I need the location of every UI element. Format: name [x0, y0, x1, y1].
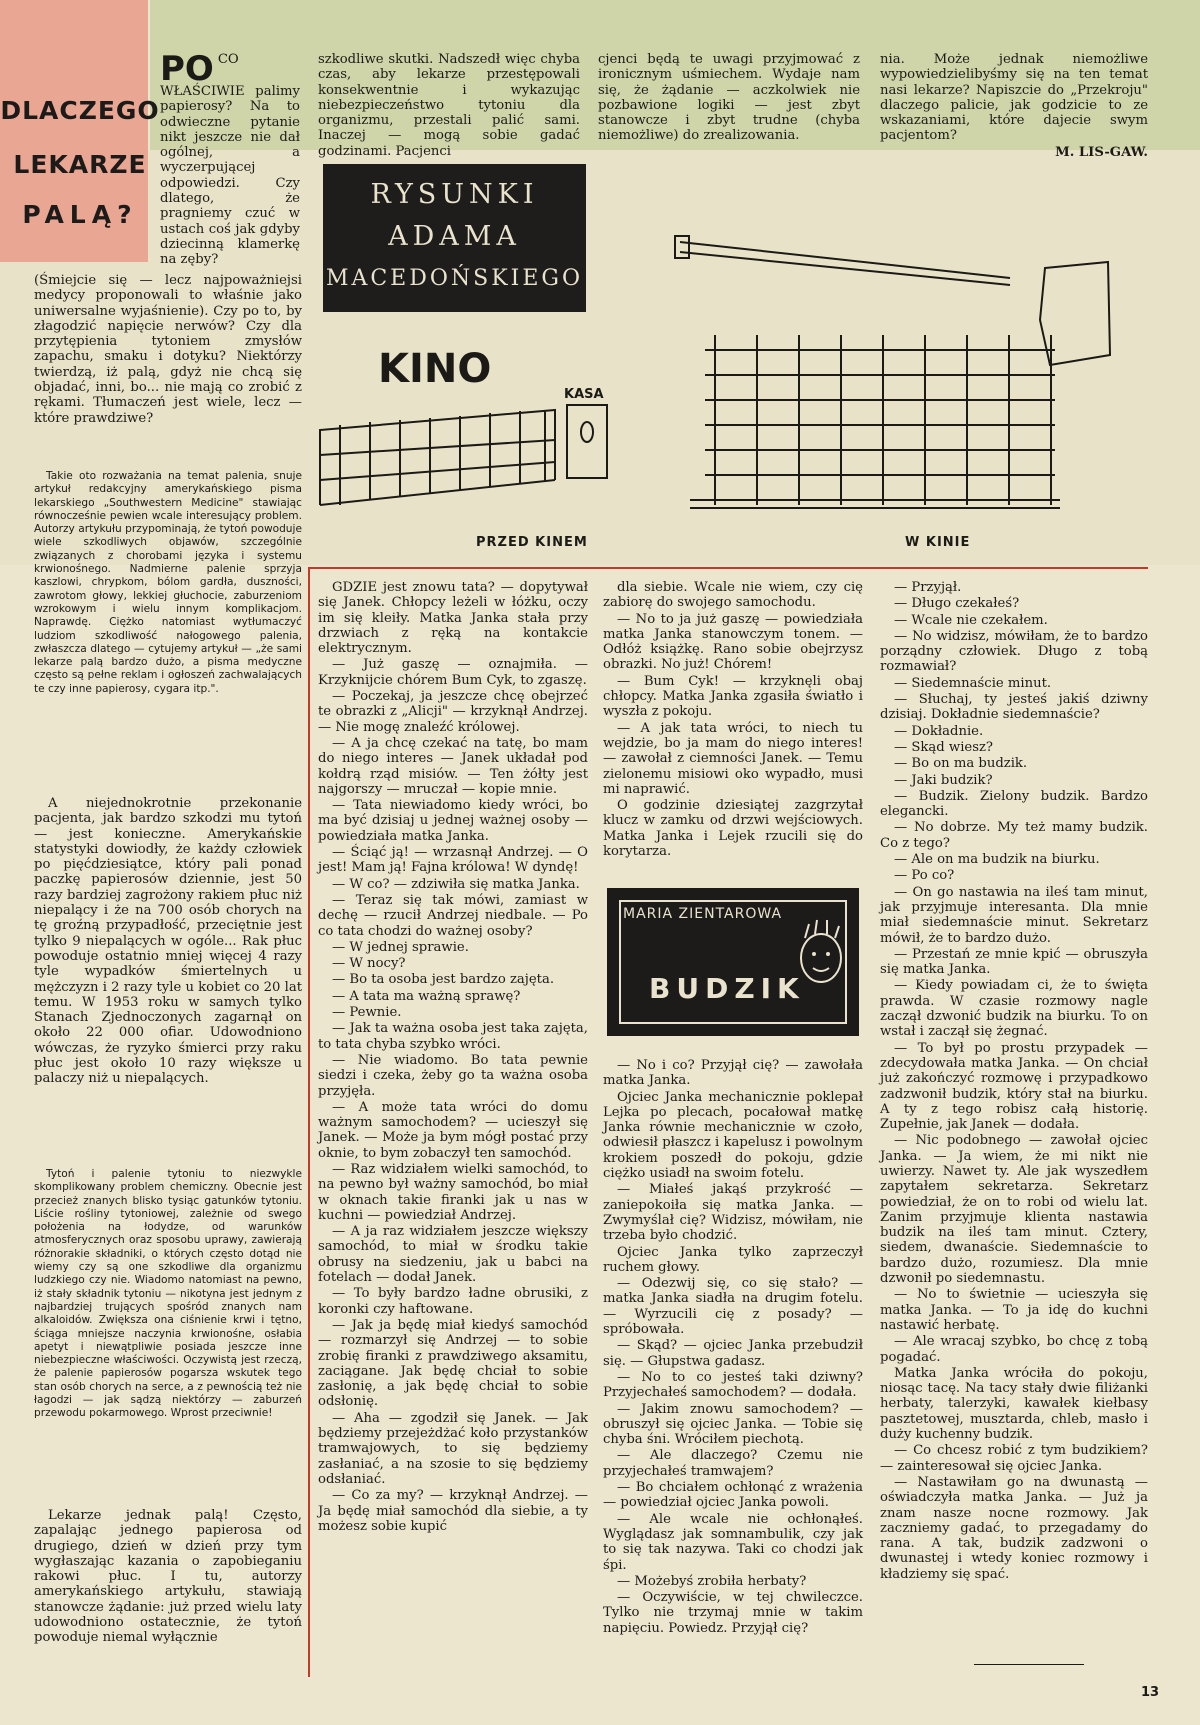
article1-intro-text: CO WŁAŚCIWIE palimy papierosy? Na to odwieczne pytanie nikt jeszcze nie dał ogólnej, a wyczerpującej odpowiedzi. Czy dlatego, że pragniemy czuć w ustach coś jak gdyby dziecinną klamerkę na zęby?: [160, 52, 300, 268]
story-paragraph: — Budzik. Zielony budzik. Bardzo elegancki.: [880, 788, 1148, 820]
story-col2: [318, 580, 588, 1535]
article1-col1-main: [34, 796, 302, 1088]
article1-intro-rest: (Śmiejcie się — lecz najpoważniejsi medycy proponowali to właśnie jako uniwersalne wyjaśnienie). Czy po to, by złagodzić napięcie nerwów? Czy dla przytępienia tytoniem zmysłów zapachu, smaku i dotyku? Niektórzy twierdzą, iż palą, gdyż nie chcą się objadać, inni, bo... nie mają co zrobić z rękami. Tłumaczeń jest wiele, lecz — które prawdziwe?: [34, 273, 302, 426]
story-paragraph: — Ale dlaczego? Czemu nie przyjechałeś tramwajem?: [603, 1448, 863, 1479]
article1-small-text: Takie oto rozważania na temat palenia, snuje artykuł redakcyjny amerykańskiego pisma lekarskiego „Southwestern Medicine" stawiając równocześnie pewien wcale interesujący problem. Autorzy artykułu przypominają, że tytoń powoduje wiele szkodliwych objawów, szczególnie związanych z chorobami języka i systemu krwionośnego. Nadmierne palenie sprzyja kaszlowi, chrypkom, bólom gardła, duszności, zawrotom głowy, lekkiej głuchocie, zaburzeniom wzrokowym i wielu innym komplikacjom. Naprawdę. Ciężko natomiast wytłumaczyć ludziom szkodliwość nałogowego palenia, zwłaszcza dlatego — cytujemy artykuł — „że sami lekarze palą bardzo dużo, a pisma medyczne często są pełne reklam i ogłoszeń zachwalających te czy inne papierosy, cygara itp.".: [34, 470, 302, 695]
story-paragraph: — Bo ta osoba jest bardzo zajęta.: [332, 972, 555, 988]
banner-line-1: RYSUNKI: [370, 179, 539, 210]
dropcap: PO: [160, 49, 214, 89]
story-author: MARIA ZIENTAROWA: [623, 906, 783, 922]
story-paragraph: — No widzisz, mówiłam, że to bardzo porządny człowiek. Długo z tobą rozmawiał?: [880, 628, 1148, 675]
story-frame-top: [308, 567, 1148, 569]
story-paragraph: — Nie wiadomo. Bo tata pewnie siedzi i czeka, żeby go ta ważna osoba przyjęła.: [318, 1052, 588, 1099]
story-paragraph: — Kiedy powiadam ci, że to święta prawda. W czasie rozmowy nagle zaczął dzwonić budzik na biurku. To on wstał i zaczął się żegnać.: [880, 978, 1148, 1040]
story-paragraph: — Bo chciałem ochłonąć z wrażenia — powiedział ojciec Janka powoli.: [603, 1480, 863, 1511]
story-paragraph: — Bum Cyk! — krzyknęli obaj chłopcy. Matka Janka zgasiła światło i wyszła z pokoju.: [603, 673, 863, 720]
story-paragraph: — Poczekaj, ja jeszcze chcę obejrzeć te obrazki z „Alicji" — krzyknął Andrzej. — Nie mogę znaleźć królowej.: [318, 689, 588, 735]
story-paragraph: — To był po prostu przypadek — zdecydowała matka Janka. — On chciał już zakończyć rozmowę i przypadkowo zadzwonił budzik, który stał na biurku. A ty z tego robisz całą historię. Zupełnie, jak Janek — dodała.: [880, 1040, 1148, 1133]
story-paragraph: — A ja chcę czekać na tatę, bo mam do niego interes — Janek układał pod kołdrą rząd misiów. — Ten żółty jest najgorszy — mruczał — kopie mnie.: [318, 735, 588, 797]
end-rule: [974, 1664, 1084, 1665]
story-paragraph: Ojciec Janka tylko zaprzeczył ruchem głowy.: [603, 1244, 863, 1275]
story-paragraph: — No to co jesteś taki dziwny? Przyjechałeś samochodem? — dodała.: [603, 1369, 863, 1401]
article1-statistics: A niejednokrotnie przekonanie pacjenta, jak bardzo szkodzi mu tytoń — jest konieczne. Amerykańskie statystyki dowiodły, że każdy człowiek po pięćdziesiątce, który pali ponad paczkę papierosów dziennie, jest 50 razy bardziej zagrożony rakiem płuc niż niepalący i że na 700 osób chorych na tę groźną przypadłość, przeciętnie jest tylko 9 niepalących w ogóle... Rak płuc powoduje ostatnio mniej więcej 4 razy tyle wypadków śmiertelnych u mężczyzn i 2 razy tyle u kobiet co 20 lat temu. W 1953 roku w samych tylko Stanach Zjednoczonych zagarnął on około 22 000 ofiar. Udowodniono wówczas, że ryzyko śmierci przy raku płuc jest około 10 razy większe u palaczy niż u niepalących.: [34, 796, 302, 1087]
kasa-label: KASA: [564, 387, 604, 402]
story-paragraph: — Bo on ma budzik.: [894, 756, 1028, 772]
story-paragraph: — Jak ja będę miał kiedyś samochód — rozmarzył się Andrzej — to sobie zrobię firanki z prawdziwego aksamitu, zaciągane. Jak będę chciał to sobie zasłonię, a jak będę chciał to sobie odsłonię.: [318, 1317, 588, 1410]
article1-chemistry: Tytoń i palenie tytoniu to niezwykle skomplikowany problem chemiczny. Obecnie jest przecież znanych blisko tysiąc gatunków tytoniu. Liście rośliny tytoniowej, zależnie od swego położenia na łodydze, od warunków atmosferycznych oraz sposobu uprawy, zawierają różnorakie składniki, o których często dotąd nie wiemy czy są one szkodliwe dla organizmu ludzkiego czy nie. Wiadomo natomiast na pewno, iż stały składnik tytoniu — nikotyna jest jednym z najbardziej trujących spośród znanych nam alkaloidów. Zwiększa ona ciśnienie krwi i tętno, ściąga mniejsze naczynia krwionośne, osłabia apetyt i niewątpliwie posiada jeszcze inne niebezpieczne właściwości. Oczywistą jest rzeczą, że palenie papierosów pogarsza wskutek tego stan osób chorych na serce, a z pewnością też nie łagodzi — jak sądzą niektórzy — zaburzeń przewodu pokarmowego. Wprost przeciwnie!: [34, 1168, 302, 1420]
story-paragraph: — To były bardzo ładne obrusiki, z koronki czy haftowane.: [318, 1286, 588, 1317]
story-paragraph: Matka Janka wróciła do pokoju, niosąc tacę. Na tacy stały dwie filiżanki herbaty, talerzyki, kawałek kiełbasy pasztetowej, musztarda, chleb, masło i duży kuchenny budzik.: [880, 1365, 1148, 1443]
story-paragraph: — Skąd wiesz?: [894, 739, 993, 755]
cartoon-drawings: [0, 0, 1200, 570]
story-col3: [603, 580, 863, 860]
story-paragraph: — Nic podobnego — zawołał ojciec Janka. — Ja wiem, że mi nikt nie uwierzy. Nawet ty. Ale jak wyszedłem zapytałem sekretarza. Sekretarz powiedział, że on to robi od wielu lat. Zanim przyjmuje klienta nastawia budzik na ileś tam minut. Cztery, siedem, dwanaście. Siedemnaście to bardzo dużo, rozumiesz. Dla mnie dzwonił po siedemnastu.: [880, 1133, 1148, 1287]
story-paragraph: — Możebyś zrobiła herbaty?: [617, 1573, 807, 1589]
article1-small-2: [34, 1168, 302, 1422]
story-title-box: [607, 888, 859, 1036]
caption-in-cinema: W KINIE: [905, 535, 971, 550]
page-number: 13: [1141, 1685, 1160, 1700]
title-line-1: DLACZEGO: [0, 96, 160, 125]
story-paragraph: — Już gaszę — oznajmiła. — Krzyknijcie chórem Bum Cyk, to zgaszę.: [318, 657, 588, 688]
story-paragraph: Ojciec Janka mechanicznie poklepał Lejka po plecach, pocałował matkę Janka równie mechanicznie w czoło, odwiesił płaszcz i kapelusz i powolnym krokiem poszedł do pokoju, gdzie ciężko usiadł na swoim fotelu.: [603, 1089, 863, 1182]
story-title: BUDZIK: [649, 972, 805, 1005]
story-col4: [880, 580, 1148, 1583]
story-paragraph: — A tata ma ważną sprawę?: [332, 988, 521, 1004]
story-paragraph: — W co? — zdziwiła się matka Janka.: [332, 876, 580, 892]
cinema-audience-drawing: [675, 236, 1110, 508]
banner-line-3: MACEDOŃSKIEGO: [325, 266, 584, 291]
queue-fence-drawing: [320, 405, 607, 505]
story-col3-continued: [603, 1058, 863, 1637]
story-paragraph: — Jak ta ważna osoba jest taka zajęta, to tata chyba szybko wróci.: [318, 1021, 588, 1052]
story-paragraph: — Odezwij się, co się stało? — matka Janka siadła na drugim fotelu. — Wyrzucili cię z posady? — spróbowała.: [603, 1276, 863, 1338]
story-paragraph: — Po co?: [894, 868, 955, 884]
story-paragraph: — Oczywiście, w tej chwileczce. Tylko nie trzymaj mnie w takim napięciu. Powiedz. Przyjął cię?: [603, 1590, 863, 1636]
story-paragraph: — Teraz się tak mówi, zamiast w dechę — rzucił Andrzej niedbale. — Po co tata chodzi do ważnej osoby?: [318, 892, 588, 939]
story-paragraph: — Nastawiłam go na dwunastą — oświadczyła matka Janka. — Już ja znam nasze nocne rozmowy. Jak zaczniemy gadać, to przegadamy do rana. A tak, budzik zadzwoni o dwunastej i wtedy koniec rozmowy i kładziemy się spać.: [880, 1474, 1148, 1582]
story-paragraph: — Jaki budzik?: [894, 772, 993, 788]
caption-before-cinema: PRZED KINEM: [476, 535, 588, 550]
story-paragraph: — W jednej sprawie.: [332, 939, 469, 955]
story-paragraph: — Wcale nie czekałem.: [894, 612, 1048, 628]
story-paragraph: — No to ja już gaszę — powiedziała matka Janka stanowczym tonem. — Odłóż książkę. Rano sobie obejrzysz obrazki. No już! Chórem!: [603, 611, 863, 673]
story-paragraph: — Raz widziałem wielki samochód, to na pewno był ważny samochód, bo miał w oknach takie firanki jak u nas w kuchni — powiedział Andrzej.: [318, 1161, 588, 1223]
story-paragraph: — Długo czekałeś?: [894, 596, 1020, 612]
story-paragraph: O godzinie dziesiątej zazgrzytał klucz w zamku od drzwi wejściowych. Matka Janka i Lejek rzucili się do korytarza.: [603, 798, 863, 860]
story-paragraph: — Ściąć ją! — wrzasnął Andrzej. — O jest! Mam ją! Fajna królowa! W dyndę!: [318, 845, 588, 876]
article1-signature: M. LIS-GAW.: [1055, 144, 1148, 160]
story-paragraph: — Jakim znowu samochodem? — obruszył się ojciec Janka. — Tobie się chyba śni. Wróciłem piechotą.: [603, 1401, 863, 1448]
article1-col1-end: [34, 1508, 302, 1647]
article1-col3-text: cjenci będą te uwagi przyjmować z ironicznym uśmiechem. Wydaje nam się, że żądanie — aczkolwiek nie pozbawione logiki — jest zbyt stanowcze i zbyt trudne (chyba niemożliwe) do zrealizowania.: [598, 52, 860, 144]
story-paragraph: GDZIE jest znowu tata? — dopytywał się Janek. Chłopcy leżeli w łóżku, oczy im się kleiły. Matka Janka stała przy drzwiach z ręką na kontakcie elektrycznym.: [318, 580, 588, 657]
article1-col4-text: nia. Może jednak niemożliwe wypowiedzielibyśmy się na ten temat nasi lekarze? Napiszcie do „Przekroju" dlaczego palicie, jak godzicie to ze wskazaniami, które dajecie swym pacjentom?: [880, 52, 1148, 144]
story-paragraph: — On go nastawia na ileś tam minut, jak przyjmuje interesanta. Dla mnie miał siedemnaście minut. Sekretarz mówił, że to bardzo dużo.: [880, 884, 1148, 946]
story-paragraph: — W nocy?: [332, 956, 406, 972]
story-paragraph: — Miałeś jakąś przykrość — zaniepokoiła się matka Janka. — Zwymyślał cię? Widzisz, mówiłam, nie trzeba było chodzić.: [603, 1182, 863, 1244]
story-paragraph: — Co za my? — krzyknął Andrzej. — Ja będę miał samochód dla siebie, a ty możesz sobie kupić: [318, 1488, 588, 1534]
story-paragraph: — No i co? Przyjął cię? — zawołała matka Janka.: [603, 1058, 863, 1089]
story-paragraph: — Ale on ma budzik na biurku.: [894, 852, 1100, 868]
story-paragraph: — Ale wcale nie ochłonąłeś. Wyglądasz jak somnambulik, czy jak to się tak nazywa. Taki co chodzi jak śpi.: [603, 1511, 863, 1573]
story-paragraph: — No dobrze. My też mamy budzik. Co z tego?: [880, 820, 1148, 851]
story-paragraph: — Słuchaj, ty jesteś jakiś dziwny dzisiaj. Dokładnie siedemnaście?: [880, 692, 1148, 723]
story-frame-left: [308, 567, 310, 1677]
story-paragraph: — Dokładnie.: [894, 723, 984, 739]
story-paragraph: — Pewnie.: [332, 1005, 402, 1021]
story-paragraph: — Co chcesz robić z tym budzikiem? — zainteresował się ojciec Janka.: [880, 1443, 1148, 1474]
boy-face-icon: [793, 916, 849, 992]
story-paragraph: — Przestań ze mnie kpić — obruszyła się matka Janka.: [880, 946, 1148, 978]
title-line-2: LEKARZE: [13, 150, 147, 179]
title-line-3: PALĄ?: [22, 200, 138, 229]
article1-conclusion: Lekarze jednak palą! Często, zapalając jednego papierosa od drugiego, dzień w dzień przy tym wygłaszając kazania o zapobieganiu rakowi płuc. I tu, autorzy amerykańskiego artykułu, stawiają stanowcze żądanie: już przed wielu laty udowodniono ostatecznie, że tytoń powoduje niemal wyłącznie: [34, 1508, 302, 1646]
kino-label: KINO: [378, 346, 492, 392]
story-paragraph: — A jak tata wróci, to niech tu wejdzie, bo ja mam do niego interes! — zawołał z ciemności Janek. — Temu zielonemu misiowi oko wypadło, musi mi naprawić.: [603, 720, 863, 797]
story-paragraph: — Ale wracaj szybko, bo chcę z tobą pogadać.: [880, 1334, 1148, 1365]
story-paragraph: — Skąd? — ojciec Janka przebudził się. — Głupstwa gadasz.: [603, 1338, 863, 1369]
story-paragraph: — No to świetnie — ucieszyła się matka Janka. — To ja idę do kuchni nastawić herbatę.: [880, 1287, 1148, 1333]
story-paragraph: — Siedemnaście minut.: [894, 675, 1052, 691]
story-paragraph: — A może tata wróci do domu ważnym samochodem? — ucieszył się Janek. — Może ja bym mógł postać przy oknie, to bym zobaczył ten samochód.: [318, 1099, 588, 1161]
story-paragraph: dla siebie. Wcale nie wiem, czy cię zabiorę do swojego samochodu.: [603, 580, 863, 611]
banner-line-2: ADAMA: [388, 221, 521, 252]
story-paragraph: — Przyjął.: [894, 580, 962, 595]
story-paragraph: — A ja raz widziałem jeszcze większy samochód, to miał w środku takie obrusy na siedzeniu, jak u babci na fotelach — dodał Janek.: [318, 1224, 588, 1286]
article1-col2-text: szkodliwe skutki. Nadszedł więc chyba czas, aby lekarze przestępowali konsekwentnie i wykazując niebezpieczeństwo tytoniu dla organizmu, przestali palić sami. Inaczej — mogą sobie gadać godzinami. Pacjenci: [318, 52, 580, 159]
story-paragraph: — Aha — zgodził się Janek. — Jak będziemy przejeżdżać koło przystanków tramwajowych, to się będziemy zasłaniać, a na szosie to się będziemy odsłaniać.: [318, 1410, 588, 1487]
story-paragraph: — Tata niewiadomo kiedy wróci, bo ma być dzisiaj u jednej ważnej osoby — powiedziała matka Janka.: [318, 798, 588, 844]
